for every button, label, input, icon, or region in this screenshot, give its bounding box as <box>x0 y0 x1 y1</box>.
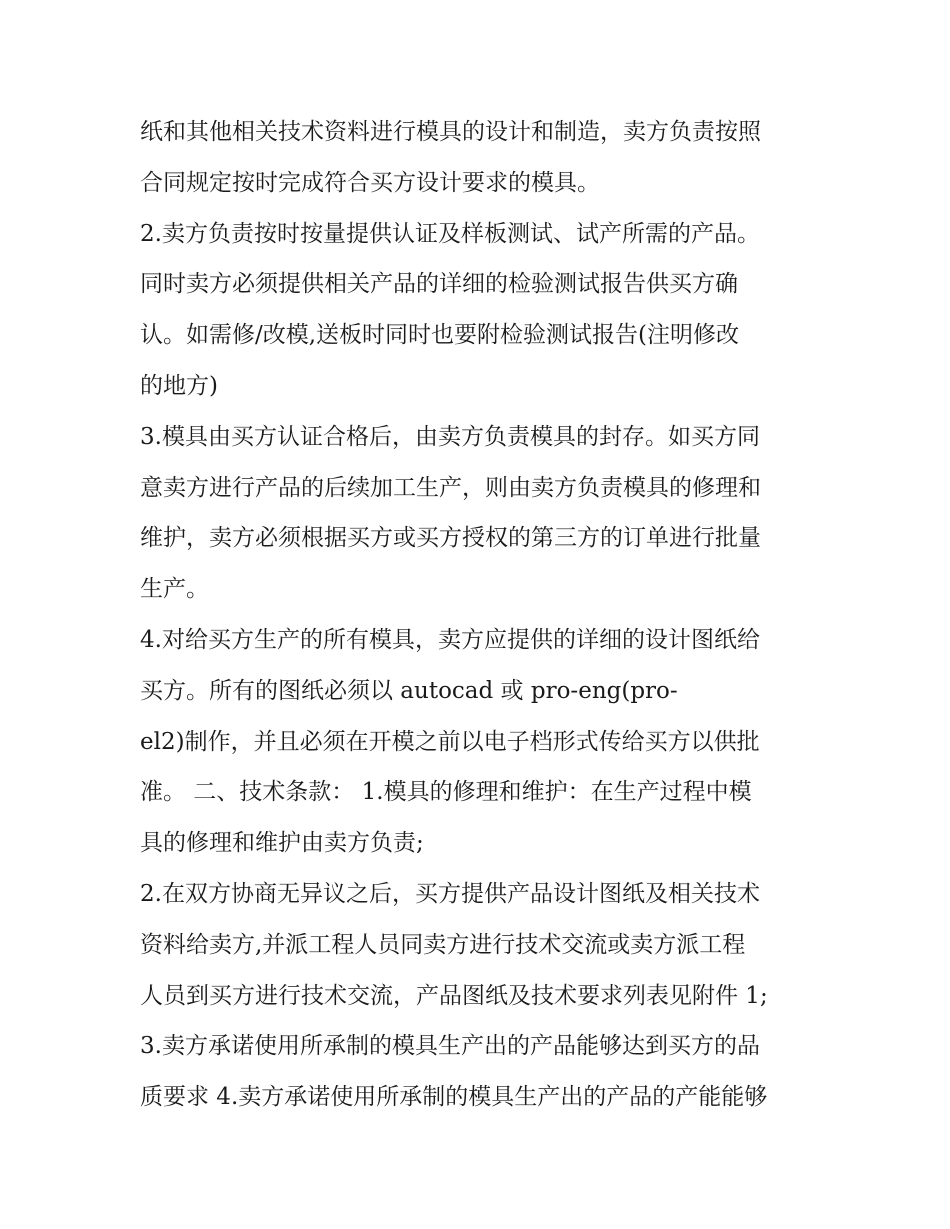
text-line-11: 4.对给买方生产的所有模具，卖方应提供的详细的设计图纸给 <box>140 626 760 653</box>
text-line-4: 同时卖方必须提供相关产品的详细的检验测试报告供买方确 <box>140 271 738 298</box>
text-line-6: 的地方) <box>140 372 218 399</box>
body-text <box>140 107 820 1123</box>
text-line-3: 2.卖方负责按时按量提供认证及样板测试、试产所需的产品。 <box>140 220 760 247</box>
text-line-2: 合同规定按时完成符合买方设计要求的模具。 <box>140 169 600 196</box>
text-line-10: 生产。 <box>140 576 209 603</box>
text-line-19: 3.卖方承诺使用所承制的模具生产出的产品能够达到买方的品 <box>140 1033 760 1060</box>
text-line-15: 具的修理和维护由卖方负责; <box>140 830 424 857</box>
text-line-14: 准。 二、技术条款： 1.模具的修理和维护：在生产过程中模 <box>140 779 752 806</box>
text-line-17: 资料给卖方,并派工程人员同卖方进行技术交流或卖方派工程 <box>140 931 746 958</box>
text-line-13: el2)制作，并且必须在开模之前以电子档形式传给买方以供批 <box>140 728 760 755</box>
text-line-8: 意卖方进行产品的后续加工生产，则由卖方负责模具的修理和 <box>140 474 761 501</box>
text-line-20: 质要求 4.卖方承诺使用所承制的模具生产出的产品的产能能够 <box>140 1084 768 1111</box>
text-line-5: 认。如需修/改模,送板时同时也要附检验测试报告(注明修改 <box>140 322 740 349</box>
text-line-16: 2.在双方协商无异议之后，买方提供产品设计图纸及相关技术 <box>140 880 760 907</box>
text-line-12: 买方。所有的图纸必须以 autocad 或 pro-eng(pro- <box>140 677 678 704</box>
text-line-18: 人员到买方进行技术交流，产品图纸及技术要求列表见附件 1; <box>140 982 768 1009</box>
text-line-1: 纸和其他相关技术资料进行模具的设计和制造，卖方负责按照 <box>140 119 761 145</box>
text-line-7: 3.模具由买方认证合格后，由卖方负责模具的封存。如买方同 <box>140 423 760 450</box>
text-line-9: 维护，卖方必须根据买方或买方授权的第三方的订单进行批量 <box>140 525 761 552</box>
